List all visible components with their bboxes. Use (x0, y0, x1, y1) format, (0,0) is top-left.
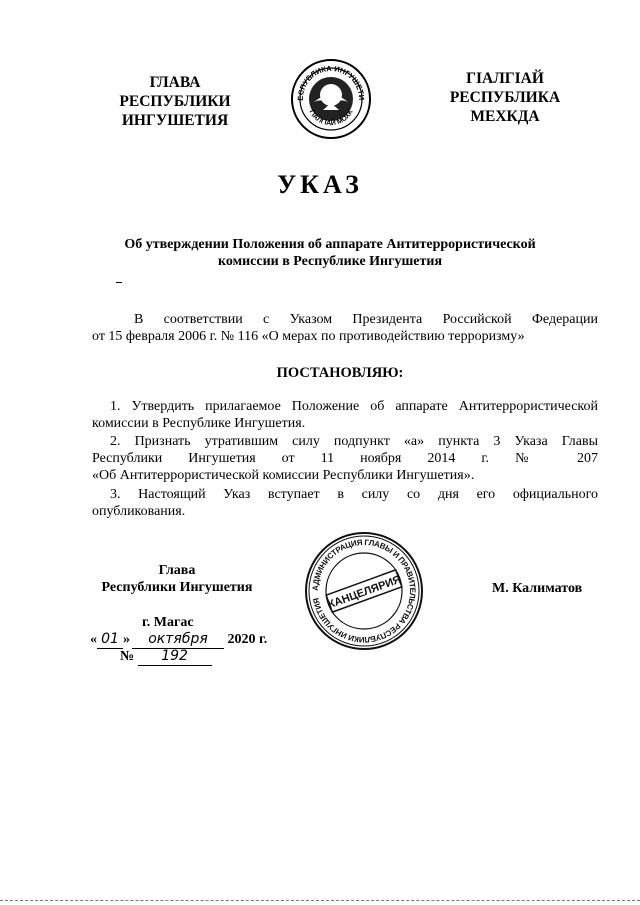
city: г. Магас (142, 615, 194, 630)
decree-item (92, 486, 598, 520)
header-right-line: ГIАЛГIАЙ (466, 70, 544, 87)
header-left-line: РЕСПУБЛИКИ (119, 93, 231, 110)
office-stamp (303, 530, 425, 652)
decree-item (92, 433, 598, 484)
preamble (92, 311, 598, 345)
item-line: Республики Ингушетия от 11 ноября 2014 г. № 207 (92, 451, 598, 466)
preamble-line: В соответствии с Указом Президента Российской Федерации (134, 312, 598, 327)
date-quote: » (123, 632, 130, 647)
item-line: «Об Антитеррористической комиссии Республики Ингушетия». (92, 468, 475, 483)
decree-number (120, 648, 212, 666)
republic-emblem (290, 58, 372, 140)
stamp-center-text: КАНЦЕЛЯРИЯ (326, 573, 403, 612)
subject-line: комиссии в Республике Ингушетия (217, 254, 443, 269)
document-subject (100, 236, 560, 270)
header-left-line: ГЛАВА (149, 74, 201, 91)
emblem-top-text: ЕСПУБЛИКА ИНГУШЕТИ (295, 63, 367, 101)
header-right-line: РЕСПУБЛИКА (449, 89, 561, 106)
preamble-line: от 15 февраля 2006 г. № 116 «О мерах по противодействию терроризму» (92, 329, 525, 344)
item-line: 1. Утвердить прилагаемое Положение об аппарате Антитеррористической (110, 399, 598, 414)
date-day: 01 (97, 631, 123, 649)
signatory-name: М. Калиматов (492, 581, 583, 596)
header-left-title (100, 73, 250, 130)
header-right-line: МЕХКДА (470, 108, 540, 125)
date-quote: « (90, 632, 97, 647)
decree-word: ПОСТАНОВЛЯЮ: (276, 365, 404, 381)
item-line: 2. Признать утратившим силу подпункт «а» пункта 3 Указа Главы (110, 434, 598, 449)
header-right-title (430, 69, 580, 126)
emblem-bottom-text: ГIАЛГIАЙ МОХК (307, 108, 355, 128)
stamp-ring-text: АДМИНИСТРАЦИЯ ГЛАВЫ И ПРАВИТЕЛЬСТВА РЕСПУБЛИКИ ИНГУШЕТИЯ (310, 537, 418, 645)
stray-mark (116, 282, 122, 283)
header-left-line: ИНГУШЕТИЯ (121, 112, 229, 129)
document-title: УКАЗ (277, 170, 363, 199)
position-line: Глава (158, 563, 196, 578)
position-line: Республики Ингушетия (101, 580, 253, 595)
item-line: 3. Настоящий Указ вступает в силу со дня его официального (110, 487, 598, 502)
scan-edge-line (0, 897, 640, 901)
number-value: 192 (138, 648, 212, 666)
decree-date (90, 631, 267, 649)
signatory-position (92, 562, 262, 596)
decree-item (92, 398, 598, 432)
date-year: 2020 г. (227, 632, 268, 647)
subject-line: Об утверждении Положения об аппарате Антитеррористической (124, 237, 536, 252)
date-month: октября (132, 631, 224, 649)
item-line: опубликования. (92, 504, 186, 519)
item-line: комиссии в Республике Ингушетия. (92, 416, 306, 431)
number-label: № (120, 649, 135, 664)
